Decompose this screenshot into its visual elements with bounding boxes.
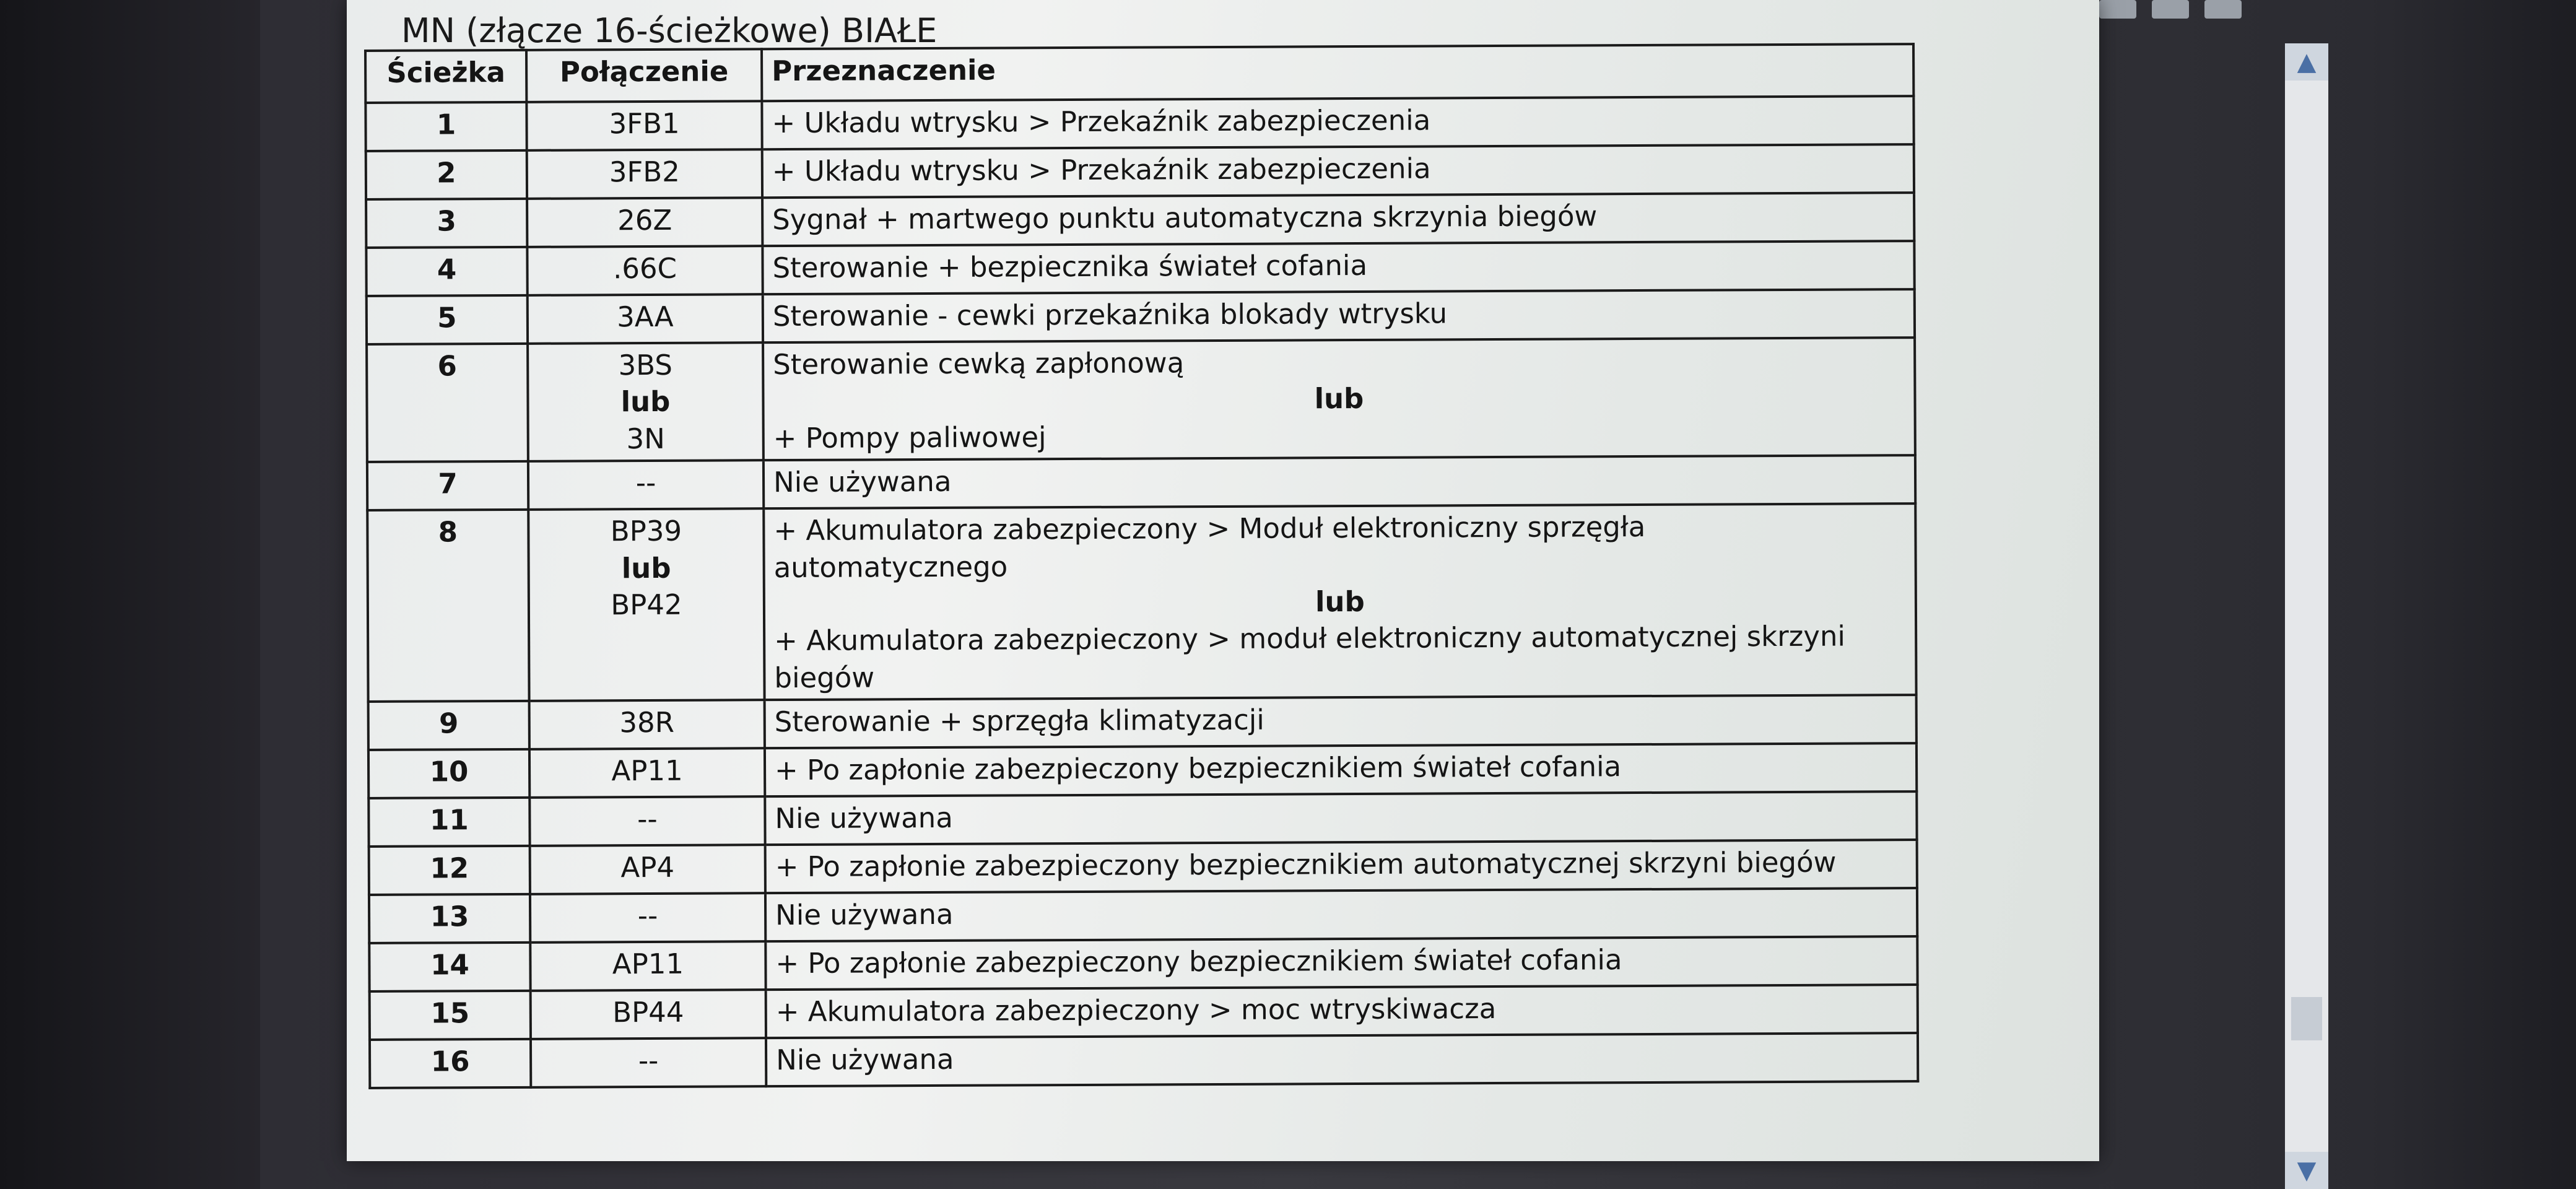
table-row xyxy=(367,503,1916,702)
purpose-cell xyxy=(766,985,1918,1038)
purpose-text: + Akumulatora zabezpieczony > moduł elektroniczny automatycznej skrzyni xyxy=(774,619,1846,658)
purpose-text: + Pompy paliwowej xyxy=(773,420,1046,455)
purpose-cell xyxy=(765,743,1917,796)
connection-code: -- xyxy=(637,803,658,836)
purpose-cell xyxy=(763,289,1915,342)
table-row xyxy=(369,936,1917,991)
table-row xyxy=(369,840,1917,895)
purpose-cell xyxy=(765,888,1917,941)
table-row xyxy=(366,193,1914,248)
connection-cell xyxy=(529,700,765,749)
close-button[interactable] xyxy=(2204,0,2242,19)
table-row xyxy=(366,241,1914,296)
purpose-text: Nie używana xyxy=(775,897,954,932)
purpose-text: + Akumulatora zabezpieczony > Moduł elektroniczny sprzęgła xyxy=(773,510,1646,547)
connection-cell xyxy=(528,460,764,510)
purpose-text: Sterowanie cewką zapłonową xyxy=(773,346,1185,381)
purpose-cell xyxy=(762,96,1913,149)
purpose-or-label: lub xyxy=(1315,585,1365,619)
connection-cell xyxy=(528,342,764,461)
table-row xyxy=(366,144,1914,199)
track-number: 10 xyxy=(368,749,529,798)
purpose-cell xyxy=(766,1033,1918,1086)
connection-cell xyxy=(530,845,765,894)
connection-code: -- xyxy=(638,1044,659,1078)
table-row xyxy=(367,338,1915,462)
connection-cell xyxy=(527,149,762,199)
document-title: MN (złącze 16-ścieżkowe) BIAŁE xyxy=(401,11,938,50)
purpose-cell xyxy=(765,695,1917,748)
purpose-text: Sterowanie - cewki przekaźnika blokady wtrysku xyxy=(772,297,1448,333)
purpose-text: Nie używana xyxy=(776,1042,954,1077)
connection-code: 38R xyxy=(619,705,675,739)
connection-cell xyxy=(530,941,765,991)
connection-cell xyxy=(530,893,765,943)
purpose-cell xyxy=(764,503,1916,700)
scroll-thumb[interactable] xyxy=(2291,997,2322,1040)
purpose-text: + Po zapłonie zabezpieczony bezpiecznikiem świateł cofania xyxy=(775,943,1622,980)
connection-code: AP4 xyxy=(620,850,675,884)
connection-code: -- xyxy=(635,466,656,500)
maximize-button[interactable] xyxy=(2152,0,2189,19)
connection-or-label: lub xyxy=(621,551,671,585)
purpose-text: Sygnał + martwego punktu automatyczna skrzynia biegów xyxy=(772,199,1598,237)
table-row xyxy=(369,888,1917,943)
minimize-button[interactable] xyxy=(2099,0,2136,19)
connection-code: -- xyxy=(637,899,658,933)
table-row xyxy=(370,1033,1918,1088)
vertical-scrollbar[interactable] xyxy=(2285,43,2328,1189)
track-number: 8 xyxy=(367,510,529,702)
header-purpose: Przeznaczenie xyxy=(762,44,1913,101)
window-controls xyxy=(2099,0,2334,25)
header-track: Ścieżka xyxy=(365,50,526,103)
monitor-bezel-left xyxy=(0,0,260,1189)
purpose-cell xyxy=(765,840,1917,893)
purpose-cell xyxy=(765,936,1917,990)
track-number: 11 xyxy=(368,798,529,847)
track-number: 14 xyxy=(369,943,530,991)
purpose-text: + Układu wtrysku > Przekaźnik zabezpieczenia xyxy=(772,103,1431,140)
connection-cell xyxy=(528,294,763,344)
track-number: 2 xyxy=(366,150,527,199)
scroll-up-icon[interactable]: ▲ xyxy=(2285,43,2328,81)
table-row xyxy=(370,985,1918,1040)
connection-cell xyxy=(529,748,765,798)
table-row xyxy=(367,289,1915,344)
purpose-text: + Po zapłonie zabezpieczony bezpiecznikiem świateł cofania xyxy=(774,750,1622,787)
purpose-cell xyxy=(762,193,1914,246)
purpose-text: Sterowanie + sprzęgła klimatyzacji xyxy=(774,703,1264,739)
connection-code: 3N xyxy=(626,422,666,455)
table-header-row xyxy=(365,44,1913,103)
connection-cell xyxy=(529,796,765,846)
connection-code: 3FB2 xyxy=(609,155,680,189)
purpose-text: Nie używana xyxy=(773,465,952,499)
track-number: 13 xyxy=(369,894,530,943)
connector-table xyxy=(364,43,1919,1089)
track-number: 9 xyxy=(368,701,529,750)
purpose-text: + Akumulatora zabezpieczony > moc wtryskiwacza xyxy=(775,992,1497,1029)
track-number: 15 xyxy=(370,991,531,1040)
connection-cell xyxy=(527,246,762,295)
connection-or-label: lub xyxy=(620,385,671,419)
connection-code: 3BS xyxy=(618,348,672,382)
track-number: 5 xyxy=(367,295,528,344)
header-connection: Połączenie xyxy=(526,49,762,102)
connection-code: BP44 xyxy=(612,995,684,1029)
track-number: 7 xyxy=(367,461,528,510)
connection-code: BP42 xyxy=(611,588,682,622)
connection-code: AP11 xyxy=(612,947,684,981)
purpose-text: Sterowanie + bezpiecznika świateł cofania xyxy=(772,248,1368,285)
scroll-down-icon[interactable]: ▼ xyxy=(2285,1152,2328,1189)
table-row xyxy=(367,455,1915,510)
track-number: 12 xyxy=(369,846,530,895)
track-number: 4 xyxy=(366,247,527,296)
connection-cell xyxy=(531,990,766,1039)
connection-code: 3FB1 xyxy=(609,107,680,141)
track-number: 3 xyxy=(366,199,527,248)
table-row xyxy=(365,96,1913,151)
connection-cell xyxy=(527,198,762,247)
purpose-cell xyxy=(763,338,1915,460)
table-row xyxy=(368,695,1917,750)
track-number: 6 xyxy=(367,344,528,462)
connection-code: 3AA xyxy=(617,300,674,334)
connection-code: BP39 xyxy=(610,514,682,548)
connection-code: .66C xyxy=(612,251,677,285)
track-number: 16 xyxy=(370,1039,531,1088)
connection-cell xyxy=(531,1038,766,1087)
purpose-cell xyxy=(764,455,1915,508)
purpose-text: + Po zapłonie zabezpieczony bezpiecznikiem automatycznej skrzyni biegów xyxy=(775,845,1837,884)
connection-code: 26Z xyxy=(617,203,672,237)
purpose-cell xyxy=(762,144,1914,198)
connection-code: AP11 xyxy=(611,754,683,788)
purpose-text: + Układu wtrysku > Przekaźnik zabezpieczenia xyxy=(772,152,1431,188)
purpose-or-label: lub xyxy=(1314,382,1364,416)
connection-cell xyxy=(528,508,764,701)
purpose-text: Nie używana xyxy=(775,801,953,835)
table-row xyxy=(368,791,1917,847)
purpose-text: automatycznego xyxy=(773,550,1008,584)
purpose-cell xyxy=(765,791,1917,845)
purpose-cell xyxy=(762,241,1914,294)
track-number: 1 xyxy=(365,102,526,151)
connection-cell xyxy=(526,101,762,150)
purpose-text: biegów xyxy=(774,661,875,694)
table-row xyxy=(368,743,1917,798)
